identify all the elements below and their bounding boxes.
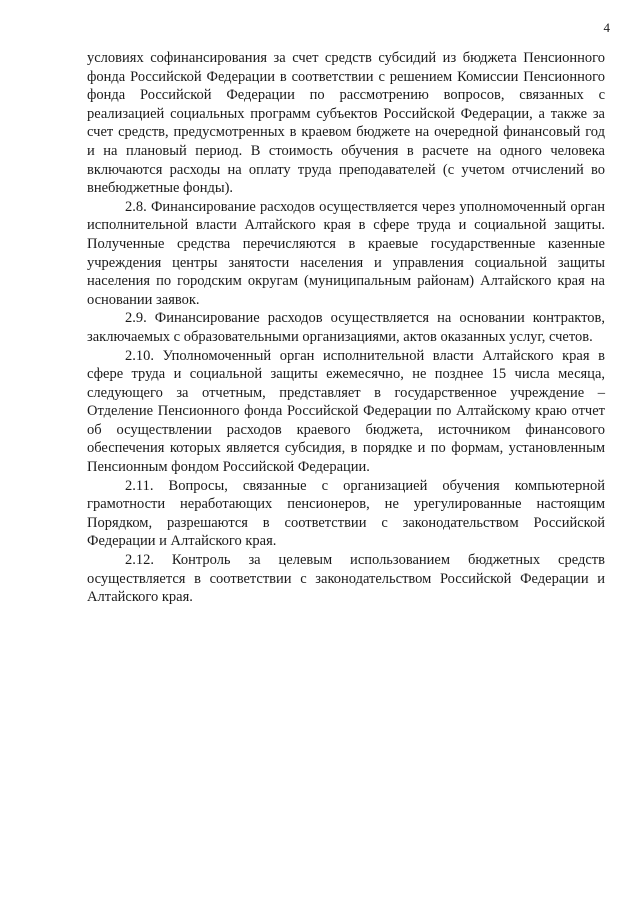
paragraph-continuation: условиях софинансирования за счет средств субсидий из бюджета Пенсионного фонда Российской Федерации в соответствии с решением Комиссии Пенсионного фонда Российской Федерации по рассмотрению вопросов, связанных с реализацией социальных программ субъектов Российской Федерации, а также за счет средств, предусмотренных в краевом бюджете на очередной финансовый год и на плановый период. В стоимость обучения в расчете на одного человека включаются расходы на оплату труда преподавателей (с учетом отчислений во внебюджетные фонды).	[87, 50, 605, 197]
document-body	[87, 49, 605, 607]
paragraph-2-11: 2.11. Вопросы, связанные с организацией обучения компьютерной грамотности неработающих пенсионеров, не урегулированные настоящим Порядком, разрешаются в соответствии с законодательством Российской Федерации и Алтайского края.	[87, 477, 605, 550]
page-number: 4	[603, 20, 610, 35]
paragraph-2-8: 2.8. Финансирование расходов осуществляется через уполномоченный орган исполнительной власти Алтайского края в сфере труда и социальной защиты. Полученные средства перечисляются в краевые государственные казенные учреждения центры занятости населения и управления социальной защиты населения по городским округам (муниципальным районам) Алтайского края на основании заявок.	[87, 198, 605, 308]
paragraph-2-10: 2.10. Уполномоченный орган исполнительной власти Алтайского края в сфере труда и социальной защиты ежемесячно, не позднее 15 числа месяца, следующего за отчетным, представляет в государственное учреждение – Отделение Пенсионного фонда Российской Федерации по Алтайскому краю отчет об осуществлении расходов краевого бюджета, источником финансового обеспечения которых является субсидия, в порядке и по формам, установленным Пенсионным фондом Российской Федерации.	[87, 347, 605, 476]
paragraph-2-12: 2.12. Контроль за целевым использованием бюджетных средств осуществляется в соответствии с законодательством Российской Федерации и Алтайского края.	[87, 552, 605, 606]
paragraph-2-9: 2.9. Финансирование расходов осуществляется на основании контрактов, заключаемых с образовательными организациями, актов оказанных услуг, счетов.	[87, 310, 605, 345]
